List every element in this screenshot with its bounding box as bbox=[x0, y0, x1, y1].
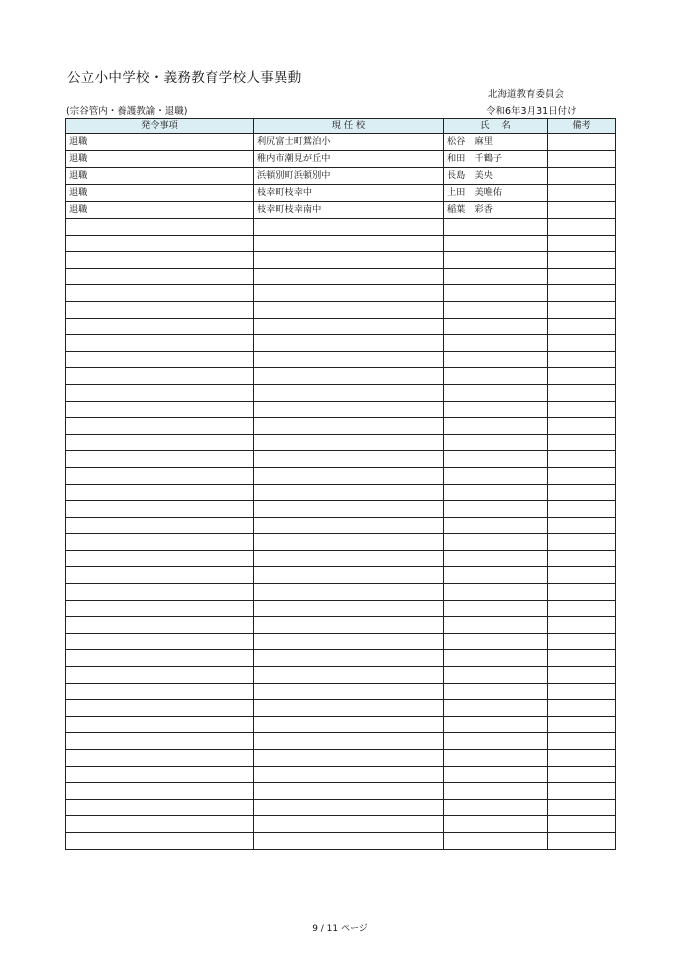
personnel-table bbox=[65, 118, 616, 850]
table-row bbox=[66, 832, 616, 849]
remarks-cell bbox=[548, 418, 616, 435]
order-cell bbox=[66, 534, 254, 551]
order-cell: 退職 bbox=[66, 202, 254, 219]
school-cell bbox=[254, 484, 444, 501]
school-cell bbox=[254, 252, 444, 269]
school-cell bbox=[254, 268, 444, 285]
order-cell bbox=[66, 285, 254, 302]
remarks-cell bbox=[548, 351, 616, 368]
remarks-cell bbox=[548, 301, 616, 318]
school-cell bbox=[254, 368, 444, 385]
table-row bbox=[66, 268, 616, 285]
name-cell bbox=[444, 219, 548, 236]
school-cell bbox=[254, 667, 444, 684]
order-cell bbox=[66, 550, 254, 567]
school-cell bbox=[254, 799, 444, 816]
name-cell bbox=[444, 750, 548, 767]
remarks-cell bbox=[548, 832, 616, 849]
school-cell: 浜頓別町浜頓別中 bbox=[254, 168, 444, 185]
school-cell bbox=[254, 750, 444, 767]
table-row bbox=[66, 534, 616, 551]
remarks-cell bbox=[548, 550, 616, 567]
remarks-cell bbox=[548, 219, 616, 236]
school-cell bbox=[254, 318, 444, 335]
order-cell bbox=[66, 467, 254, 484]
order-cell bbox=[66, 219, 254, 236]
remarks-cell bbox=[548, 534, 616, 551]
issuer: 北海道教育委員会 bbox=[488, 89, 565, 100]
order-cell bbox=[66, 584, 254, 601]
name-cell bbox=[444, 783, 548, 800]
name-cell bbox=[444, 401, 548, 418]
remarks-cell bbox=[548, 766, 616, 783]
remarks-cell bbox=[548, 185, 616, 202]
school-cell bbox=[254, 617, 444, 634]
remarks-cell bbox=[548, 733, 616, 750]
school-cell bbox=[254, 716, 444, 733]
order-cell bbox=[66, 816, 254, 833]
school-cell bbox=[254, 467, 444, 484]
table-row bbox=[66, 584, 616, 601]
order-cell bbox=[66, 268, 254, 285]
table-row bbox=[66, 716, 616, 733]
name-cell: 和田 千鶴子 bbox=[444, 151, 548, 168]
name-cell: 上田 美唯佑 bbox=[444, 185, 548, 202]
remarks-cell bbox=[548, 151, 616, 168]
name-cell bbox=[444, 268, 548, 285]
table-row bbox=[66, 351, 616, 368]
name-cell bbox=[444, 517, 548, 534]
table-row bbox=[66, 650, 616, 667]
table-row bbox=[66, 151, 616, 168]
school-cell bbox=[254, 235, 444, 252]
name-cell bbox=[444, 501, 548, 518]
school-cell bbox=[254, 584, 444, 601]
remarks-cell bbox=[548, 700, 616, 717]
school-cell bbox=[254, 434, 444, 451]
table-row bbox=[66, 252, 616, 269]
table-header-row bbox=[66, 119, 616, 134]
order-cell: 退職 bbox=[66, 185, 254, 202]
school-cell bbox=[254, 335, 444, 352]
name-cell bbox=[444, 351, 548, 368]
header-school: 現 任 校 bbox=[254, 119, 444, 134]
remarks-cell bbox=[548, 318, 616, 335]
order-cell bbox=[66, 766, 254, 783]
order-cell bbox=[66, 650, 254, 667]
table-row bbox=[66, 799, 616, 816]
order-cell bbox=[66, 318, 254, 335]
name-cell bbox=[444, 716, 548, 733]
order-cell bbox=[66, 799, 254, 816]
school-cell bbox=[254, 600, 444, 617]
name-cell bbox=[444, 584, 548, 601]
name-cell bbox=[444, 667, 548, 684]
school-cell bbox=[254, 816, 444, 833]
remarks-cell bbox=[548, 683, 616, 700]
table-row bbox=[66, 600, 616, 617]
order-cell bbox=[66, 235, 254, 252]
order-cell bbox=[66, 700, 254, 717]
order-cell bbox=[66, 484, 254, 501]
remarks-cell bbox=[548, 484, 616, 501]
school-cell bbox=[254, 501, 444, 518]
remarks-cell bbox=[548, 202, 616, 219]
order-cell bbox=[66, 368, 254, 385]
table-row bbox=[66, 683, 616, 700]
table-row bbox=[66, 700, 616, 717]
school-cell bbox=[254, 219, 444, 236]
table-row bbox=[66, 219, 616, 236]
order-cell bbox=[66, 617, 254, 634]
order-cell bbox=[66, 351, 254, 368]
table-row bbox=[66, 567, 616, 584]
remarks-cell bbox=[548, 799, 616, 816]
name-cell bbox=[444, 467, 548, 484]
name-cell bbox=[444, 650, 548, 667]
name-cell bbox=[444, 766, 548, 783]
document-subtitle: (宗谷管内・養護教諭・退職) bbox=[66, 106, 188, 117]
table-row bbox=[66, 368, 616, 385]
table-row bbox=[66, 285, 616, 302]
order-cell bbox=[66, 252, 254, 269]
order-cell bbox=[66, 418, 254, 435]
table-row bbox=[66, 202, 616, 219]
remarks-cell bbox=[548, 368, 616, 385]
remarks-cell bbox=[548, 600, 616, 617]
order-cell bbox=[66, 384, 254, 401]
school-cell bbox=[254, 534, 444, 551]
remarks-cell bbox=[548, 501, 616, 518]
order-cell bbox=[66, 832, 254, 849]
name-cell bbox=[444, 418, 548, 435]
school-cell bbox=[254, 285, 444, 302]
remarks-cell bbox=[548, 252, 616, 269]
school-cell bbox=[254, 451, 444, 468]
table-row bbox=[66, 501, 616, 518]
order-cell: 退職 bbox=[66, 168, 254, 185]
school-cell bbox=[254, 832, 444, 849]
order-cell bbox=[66, 750, 254, 767]
name-cell bbox=[444, 799, 548, 816]
table-row bbox=[66, 384, 616, 401]
school-cell bbox=[254, 766, 444, 783]
name-cell: 長島 美央 bbox=[444, 168, 548, 185]
table-row bbox=[66, 451, 616, 468]
remarks-cell bbox=[548, 134, 616, 151]
school-cell: 稚内市潮見が丘中 bbox=[254, 151, 444, 168]
remarks-cell bbox=[548, 335, 616, 352]
school-cell bbox=[254, 301, 444, 318]
table-row bbox=[66, 667, 616, 684]
name-cell bbox=[444, 733, 548, 750]
table-row bbox=[66, 134, 616, 151]
name-cell bbox=[444, 252, 548, 269]
name-cell bbox=[444, 700, 548, 717]
name-cell: 稲葉 彩香 bbox=[444, 202, 548, 219]
school-cell bbox=[254, 700, 444, 717]
table-row bbox=[66, 733, 616, 750]
school-cell bbox=[254, 633, 444, 650]
order-cell bbox=[66, 716, 254, 733]
document-title: 公立小中学校・義務教育学校人事異動 bbox=[67, 70, 302, 86]
name-cell bbox=[444, 235, 548, 252]
remarks-cell bbox=[548, 168, 616, 185]
remarks-cell bbox=[548, 467, 616, 484]
remarks-cell bbox=[548, 667, 616, 684]
table-row bbox=[66, 517, 616, 534]
order-cell bbox=[66, 434, 254, 451]
name-cell bbox=[444, 434, 548, 451]
school-cell bbox=[254, 650, 444, 667]
name-cell bbox=[444, 285, 548, 302]
table-row bbox=[66, 550, 616, 567]
remarks-cell bbox=[548, 750, 616, 767]
table-row bbox=[66, 484, 616, 501]
order-cell bbox=[66, 567, 254, 584]
name-cell bbox=[444, 368, 548, 385]
name-cell bbox=[444, 335, 548, 352]
issue-date: 令和6年3月31日付け bbox=[486, 106, 577, 117]
name-cell bbox=[444, 832, 548, 849]
school-cell: 枝幸町枝幸中 bbox=[254, 185, 444, 202]
school-cell bbox=[254, 733, 444, 750]
table-row bbox=[66, 434, 616, 451]
school-cell bbox=[254, 418, 444, 435]
school-cell bbox=[254, 351, 444, 368]
table-row bbox=[66, 401, 616, 418]
name-cell bbox=[444, 534, 548, 551]
remarks-cell bbox=[548, 517, 616, 534]
remarks-cell bbox=[548, 235, 616, 252]
name-cell bbox=[444, 318, 548, 335]
table-row bbox=[66, 335, 616, 352]
header-order: 発令事項 bbox=[66, 119, 254, 134]
name-cell bbox=[444, 484, 548, 501]
order-cell bbox=[66, 667, 254, 684]
order-cell bbox=[66, 633, 254, 650]
remarks-cell bbox=[548, 633, 616, 650]
name-cell bbox=[444, 617, 548, 634]
name-cell bbox=[444, 567, 548, 584]
order-cell: 退職 bbox=[66, 151, 254, 168]
remarks-cell bbox=[548, 584, 616, 601]
table-row bbox=[66, 750, 616, 767]
table-row bbox=[66, 235, 616, 252]
school-cell: 利尻富士町鴛泊小 bbox=[254, 134, 444, 151]
name-cell: 松谷 麻里 bbox=[444, 134, 548, 151]
order-cell bbox=[66, 401, 254, 418]
remarks-cell bbox=[548, 816, 616, 833]
order-cell bbox=[66, 451, 254, 468]
name-cell bbox=[444, 451, 548, 468]
remarks-cell bbox=[548, 650, 616, 667]
school-cell bbox=[254, 401, 444, 418]
order-cell bbox=[66, 517, 254, 534]
table-row bbox=[66, 467, 616, 484]
remarks-cell bbox=[548, 285, 616, 302]
order-cell bbox=[66, 335, 254, 352]
name-cell bbox=[444, 633, 548, 650]
table-row bbox=[66, 301, 616, 318]
table-row bbox=[66, 633, 616, 650]
remarks-cell bbox=[548, 384, 616, 401]
school-cell bbox=[254, 567, 444, 584]
table-row bbox=[66, 766, 616, 783]
remarks-cell bbox=[548, 401, 616, 418]
table-body bbox=[66, 134, 616, 850]
school-cell bbox=[254, 683, 444, 700]
school-cell bbox=[254, 517, 444, 534]
name-cell bbox=[444, 816, 548, 833]
school-cell bbox=[254, 783, 444, 800]
order-cell: 退職 bbox=[66, 134, 254, 151]
table-row bbox=[66, 185, 616, 202]
remarks-cell bbox=[548, 617, 616, 634]
page-number: 9 / 11 ページ bbox=[312, 924, 368, 934]
table-row bbox=[66, 783, 616, 800]
table-row bbox=[66, 318, 616, 335]
remarks-cell bbox=[548, 451, 616, 468]
name-cell bbox=[444, 683, 548, 700]
order-cell bbox=[66, 783, 254, 800]
name-cell bbox=[444, 384, 548, 401]
remarks-cell bbox=[548, 567, 616, 584]
order-cell bbox=[66, 600, 254, 617]
remarks-cell bbox=[548, 434, 616, 451]
table-row bbox=[66, 418, 616, 435]
name-cell bbox=[444, 301, 548, 318]
table-row bbox=[66, 816, 616, 833]
order-cell bbox=[66, 683, 254, 700]
remarks-cell bbox=[548, 716, 616, 733]
remarks-cell bbox=[548, 783, 616, 800]
order-cell bbox=[66, 733, 254, 750]
name-cell bbox=[444, 600, 548, 617]
school-cell bbox=[254, 550, 444, 567]
table-row bbox=[66, 617, 616, 634]
header-name: 氏 名 bbox=[444, 119, 548, 134]
order-cell bbox=[66, 301, 254, 318]
remarks-cell bbox=[548, 268, 616, 285]
order-cell bbox=[66, 501, 254, 518]
name-cell bbox=[444, 550, 548, 567]
school-cell bbox=[254, 384, 444, 401]
header-remarks: 備考 bbox=[548, 119, 616, 134]
table-row bbox=[66, 168, 616, 185]
school-cell: 枝幸町枝幸南中 bbox=[254, 202, 444, 219]
